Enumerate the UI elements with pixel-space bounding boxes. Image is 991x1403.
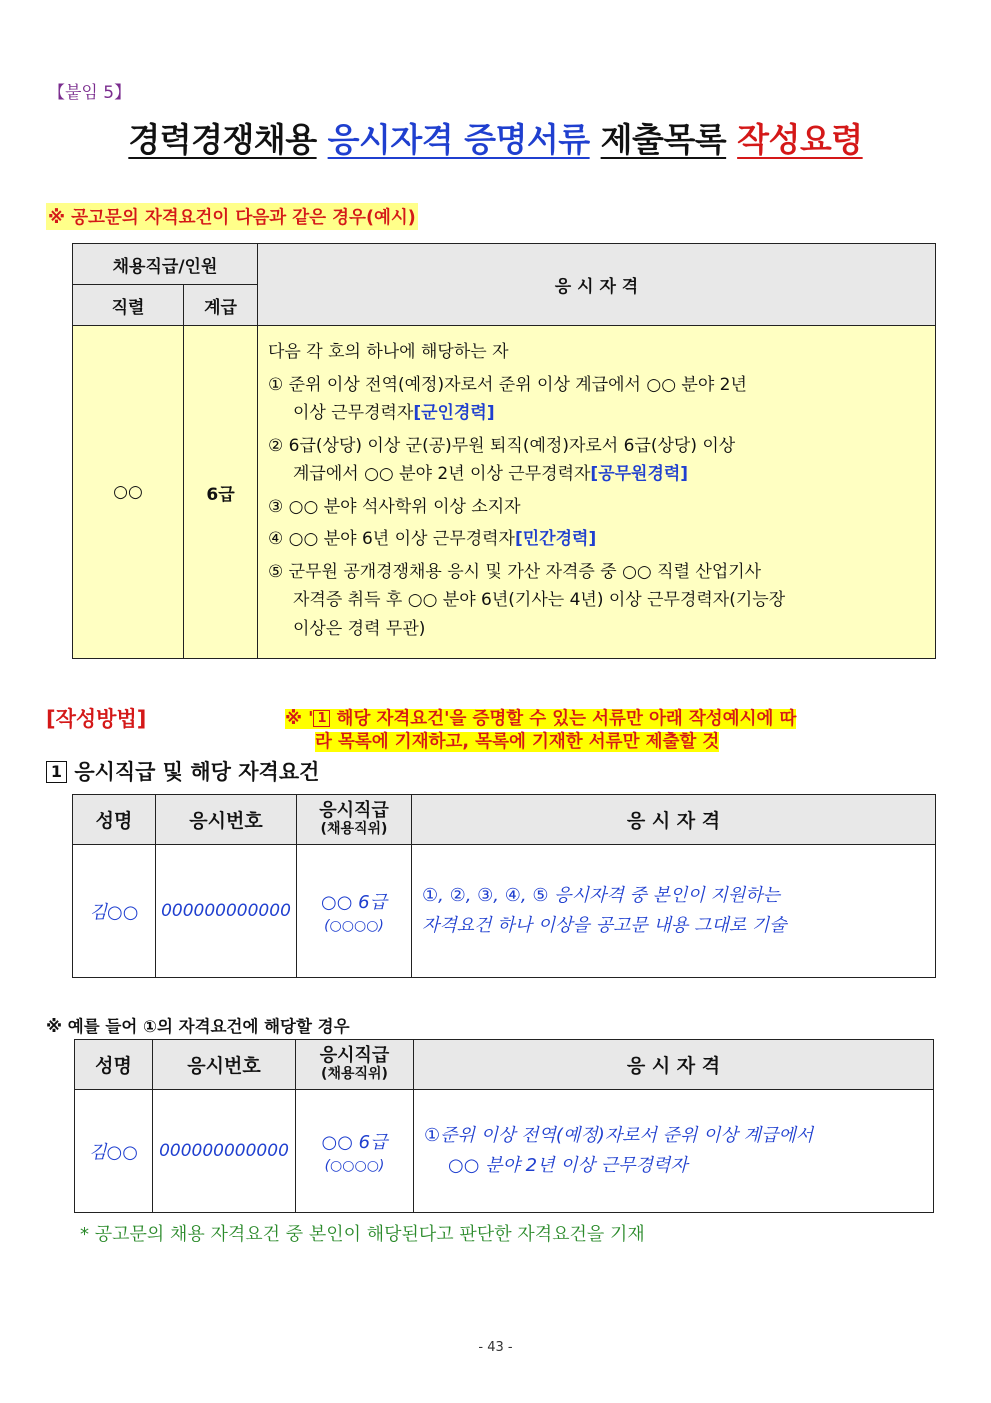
applicant-name: 김○○ <box>75 1090 153 1213</box>
item-text: 계급에서 ○○ 분야 2년 이상 근무경력자 <box>293 464 591 484</box>
item-tag: [군인경력] <box>413 403 495 423</box>
method-note-line1: 해당 자격요건'을 증명할 수 있는 서류만 아래 작성예시에 따 <box>330 709 797 729</box>
footnote: * 공고문의 채용 자격요건 중 본인이 해당된다고 판단한 자격요건을 기재 <box>80 1224 645 1245</box>
item-text: 이상은 경력 무관) <box>293 618 426 639</box>
case-note: ※ 예를 들어 ①의 자격요건에 해당할 경우 <box>46 1017 350 1036</box>
item-text: 6급(상당) 이상 군(공)무원 퇴직(예정)자로서 6급(상당) 이상 <box>288 435 736 456</box>
qualification-item <box>268 432 925 489</box>
header-rank: 직렬 <box>73 285 184 326</box>
header-number: 응시번호 <box>153 1040 296 1090</box>
example-note: ※ 공고문의 자격요건이 다음과 같은 경우(예시) <box>46 203 418 230</box>
submission-example-table <box>74 1039 934 1213</box>
item-text: ○○ 분야 6년 이상 근무경력자 <box>288 529 515 549</box>
page-title <box>0 114 991 161</box>
method-note-line2: 라 목록에 기재하고, 목록에 기재한 서류만 제출할 것 <box>315 732 720 752</box>
qualification-intro: 다음 각 호의 하나에 해당하는 자 <box>268 342 509 362</box>
applicant-number: 000000000000 <box>156 845 297 978</box>
item-text: 자격증 취득 후 ○○ 분야 6년(기사는 4년) 이상 근무경력자(기능장 <box>293 590 786 610</box>
header-number: 응시번호 <box>156 795 297 845</box>
applicant-qualification: ①, ②, ③, ④, ⑤ 응시자격 중 본인이 지원하는 자격요건 하나 이상을 공고문 내용 그대로 기술 <box>412 845 936 978</box>
grade-value: 6급 <box>184 326 258 659</box>
qualification-item <box>268 493 925 522</box>
item-text: ○○ 분야 석사학위 이상 소지자 <box>288 496 521 517</box>
item-number: ① <box>268 374 284 395</box>
title-part-3: 제출목록 <box>600 120 727 159</box>
section-title: 응시직급 및 해당 자격요건 <box>74 760 320 784</box>
page-number: - 43 - <box>478 1340 513 1355</box>
item-number: ② <box>268 435 284 456</box>
header-qualification: 응 시 자 격 <box>258 244 936 326</box>
item-text: 준위 이상 전역(예정)자로서 준위 이상 계급에서 ○○ 분야 2년 <box>288 374 747 395</box>
item-number: ③ <box>268 496 284 517</box>
applicant-qualification: ①준위 이상 전역(예정)자로서 준위 이상 계급에서 ○○ 분야 2년 이상 근무경력자 <box>414 1090 934 1213</box>
header-grade: 계급 <box>184 285 258 326</box>
applicant-name: 김○○ <box>73 845 156 978</box>
qualification-list <box>258 326 936 659</box>
header-name: 성명 <box>73 795 156 845</box>
qualification-item <box>268 558 925 644</box>
item-tag: [민간경력] <box>514 529 597 549</box>
header-grade: 응시직급 (채용직위) <box>296 1040 414 1090</box>
header-name: 성명 <box>75 1040 153 1090</box>
header-qualification: 응 시 자 격 <box>412 795 936 845</box>
section-box-number: 1 <box>46 761 67 783</box>
applicant-number: 000000000000 <box>153 1090 296 1213</box>
box-number: 1 <box>313 710 330 727</box>
method-label: [작성방법] <box>46 707 147 731</box>
submission-template-table <box>72 794 936 978</box>
header-qualification: 응 시 자 격 <box>414 1040 934 1090</box>
item-number: ④ <box>268 529 284 549</box>
section-heading <box>46 756 319 786</box>
qualification-item <box>268 525 925 554</box>
applicant-grade: ○○ 6급 (○○○○) <box>296 1090 414 1213</box>
item-tag: [공무원경력] <box>590 464 689 484</box>
title-part-4: 작성요령 <box>737 120 863 159</box>
title-part-2: 응시자격 증명서류 <box>327 120 590 159</box>
attachment-label: 【붙임 5】 <box>48 83 132 103</box>
item-number: ⑤ <box>268 561 284 582</box>
method-note <box>285 708 796 754</box>
qualification-example-table <box>72 243 936 659</box>
qualification-item <box>268 371 925 428</box>
method-note-prefix: ※ ' <box>285 709 314 729</box>
header-grade: 응시직급 (채용직위) <box>297 795 412 845</box>
header-recruit-group: 채용직급/인원 <box>73 244 258 285</box>
item-text: 이상 근무경력자 <box>293 403 414 423</box>
rank-value: ○○ <box>73 326 184 659</box>
applicant-grade: ○○ 6급 (○○○○) <box>297 845 412 978</box>
title-part-1: 경력경쟁채용 <box>128 120 317 159</box>
item-text: 군무원 공개경쟁채용 응시 및 가산 자격증 중 ○○ 직렬 산업기사 <box>288 561 762 582</box>
